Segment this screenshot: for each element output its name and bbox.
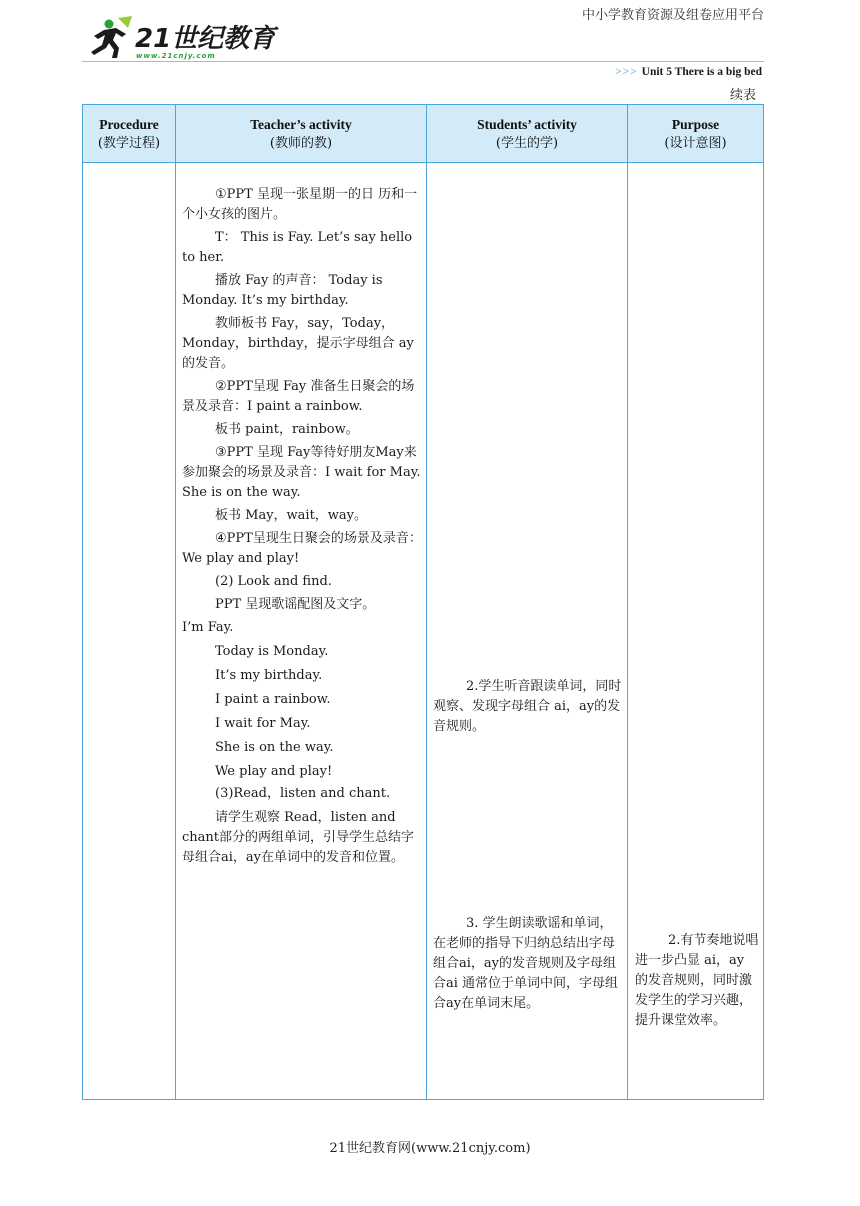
teacher-activity-cell (182, 185, 422, 871)
column-divider (426, 105, 427, 1099)
header-students-en: Students’ activity (477, 116, 577, 132)
teacher-line: 板书 May，wait，way。 (215, 508, 368, 523)
teacher-line: 请学生观察 Read，listen and chant部分的两组单词，引导学生总结字母组合ai，ay在单词中的发音和位置。 (182, 810, 415, 865)
column-divider (627, 105, 628, 1099)
teacher-line: ④PPT呈现生日聚会的场景及录音： We play and play! (182, 531, 422, 566)
header-students (427, 105, 627, 162)
teacher-line: ③PPT 呈现 Fay等待好朋友May来参加聚会的场景及录音：I wait for May. She is on the way. (182, 445, 421, 500)
chant-line: We play and play! (215, 764, 333, 779)
teacher-line: 教师板书 Fay，say，Today，Monday，birthday，提示字母组合 ay的发音。 (182, 316, 414, 371)
header-procedure-en: Procedure (99, 116, 159, 132)
header-purpose (628, 105, 763, 162)
header-purpose-cn: (设计意图) (664, 135, 727, 151)
logo-url: www.21cnjy.com (136, 52, 216, 60)
chant-line: It’s my birthday. (215, 668, 323, 683)
teacher-line: 播放 Fay 的声音： Today is Monday. It’s my birthday. (182, 273, 383, 308)
header-row-divider (83, 162, 763, 163)
unit-arrows: >>> (615, 66, 638, 78)
lesson-table (82, 104, 764, 1100)
teacher-line: PPT 呈现歌谣配图及文字。 (215, 597, 376, 612)
header-teacher-cn: (教师的教) (269, 135, 333, 151)
teacher-line: T： This is Fay. Let’s say hello to her. (182, 230, 413, 265)
header-divider (82, 61, 764, 62)
header-purpose-en: Purpose (671, 116, 720, 132)
chant-line: I wait for May. (215, 716, 311, 731)
platform-name: 中小学教育资源及组卷应用平台 (581, 8, 764, 23)
header-teacher (176, 105, 426, 162)
chant-line: I paint a rainbow. (215, 692, 331, 707)
header-procedure (83, 105, 175, 162)
purpose-1: 2.有节奏地说唱进一步凸显 ai，ay 的发音规则，同时激发学生的学习兴趣，提升课堂效率。 (635, 933, 759, 1028)
teacher-line: 板书 paint，rainbow。 (215, 422, 359, 437)
student-activity-1: 2.学生听音跟读单词，同时观察、发现字母组合 ai，ay的发音规则。 (433, 679, 622, 734)
student-activity-2: 3. 学生朗读歌谣和单词，在老师的指导下归纳总结出字母组合ai，ay的发音规则及字母组合ai 通常位于单词中间，字母组合ay在单词末尾。 (433, 916, 619, 1011)
header-teacher-en: Teacher’s activity (250, 116, 352, 132)
chant-line: She is on the way. (215, 740, 334, 755)
teacher-line: (2) Look and find. (215, 574, 332, 589)
logo-text: 21世纪教育 (135, 24, 276, 54)
footer-source: 21世纪教育网(www.21cnjy.com) (329, 1141, 531, 1156)
chant-line: I’m Fay. (182, 620, 234, 635)
teacher-line: ②PPT呈现 Fay 准备生日聚会的场景及录音：I paint a rainbow. (182, 379, 415, 414)
header-procedure-cn: (教学过程) (97, 135, 161, 151)
continued-label: 续表 (729, 88, 756, 103)
column-divider (175, 105, 176, 1099)
teacher-line: (3)Read，listen and chant. (215, 786, 391, 801)
runner-icon (91, 16, 132, 58)
teacher-line: ①PPT 呈现一张星期一的日 历和一个小女孩的图片。 (182, 187, 418, 222)
chant-line: Today is Monday. (215, 644, 329, 659)
logo (82, 14, 276, 62)
unit-title-line (615, 66, 762, 78)
header-students-cn: (学生的学) (495, 135, 559, 151)
unit-title: Unit 5 There is a big bed (641, 66, 762, 78)
